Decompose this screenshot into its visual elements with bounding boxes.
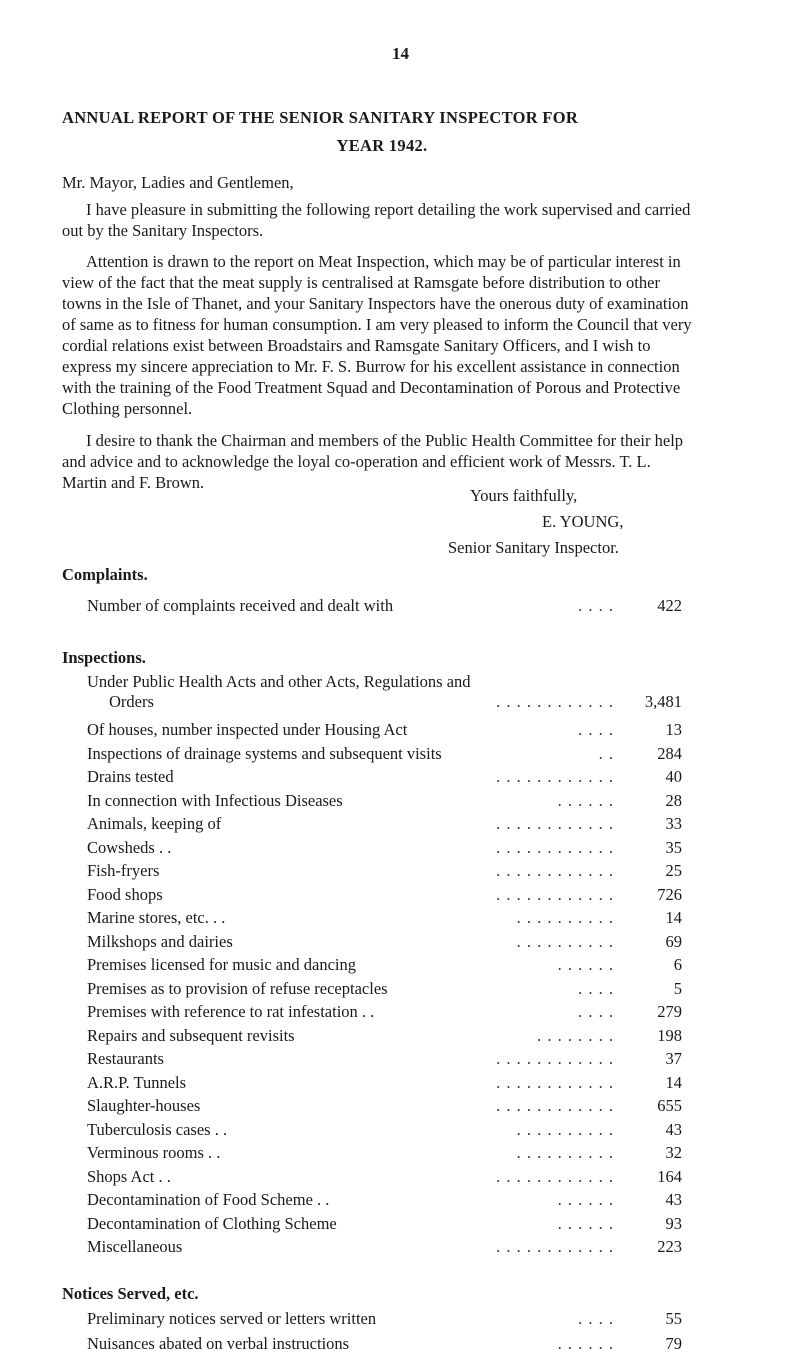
table-row — [87, 1071, 682, 1095]
row-value: 223 — [657, 1237, 682, 1256]
row-value: 25 — [665, 861, 682, 880]
row-label: Slaughter-houses — [87, 1096, 201, 1115]
table-row — [87, 859, 682, 883]
row-value: 284 — [657, 743, 682, 763]
row-leaders: . . . . . . . . . . . . — [496, 692, 614, 711]
table-row — [87, 1000, 682, 1024]
row-value: 35 — [665, 837, 682, 857]
row-value: 14 — [665, 1072, 682, 1092]
table-row — [87, 836, 682, 860]
row-label: Inspections of drainage systems and subsequent visits — [87, 743, 442, 763]
table-row — [87, 812, 682, 836]
row-value: 655 — [657, 1096, 682, 1115]
row-label: Premises licensed for music and dancing — [87, 955, 356, 974]
paragraph-intro: I have pleasure in submitting the following report detailing the work supervised and carried out by the Sanitary Inspectors. — [62, 200, 691, 240]
row-leaders: . . . . . . . . . . — [516, 931, 614, 951]
complaints-heading: Complaints. — [62, 565, 148, 584]
row-label: Cowsheds . . — [87, 837, 172, 857]
row-leaders: . . . . . . — [557, 1213, 614, 1233]
row-leaders: . . . . — [578, 720, 614, 739]
row-value: 40 — [665, 767, 682, 786]
complaints-row — [87, 594, 682, 618]
row-value: 3,481 — [644, 692, 682, 711]
row-leaders: . . . . . . . . . . . . — [496, 814, 614, 833]
row-leaders: . . . . . . . . . . . . — [496, 767, 614, 786]
table-row — [87, 1235, 682, 1259]
row-leaders: . . — [598, 743, 614, 763]
row-label: Animals, keeping of — [87, 814, 222, 833]
row-label: Number of complaints received and dealt with — [87, 596, 394, 615]
table-row — [87, 1047, 682, 1071]
row-value: 43 — [665, 1119, 682, 1139]
table-row — [87, 1212, 682, 1236]
table-row — [87, 1165, 682, 1189]
row-value: 32 — [665, 1143, 682, 1162]
row-label: Milkshops and dairies — [87, 931, 233, 951]
table-row — [87, 1307, 682, 1331]
row-label-continued: Orders — [109, 692, 154, 711]
row-leaders: . . . . — [578, 1002, 614, 1021]
row-label: Of houses, number inspected under Housing Act — [87, 720, 408, 739]
row-value: 93 — [665, 1213, 682, 1233]
signature-position: Senior Sanitary Inspector. — [448, 538, 619, 557]
report-title — [62, 104, 702, 160]
row-leaders: . . . . . . . . . . — [516, 908, 614, 927]
table-row — [87, 1141, 682, 1165]
row-value: 79 — [665, 1334, 682, 1353]
row-leaders: . . . . . . . . . . — [516, 1143, 614, 1162]
row-leaders: . . . . . . . . . . — [516, 1119, 614, 1139]
row-leaders: . . . . . . — [557, 1190, 614, 1209]
row-label: Premises as to provision of refuse receptacles — [87, 978, 388, 998]
row-value: 37 — [665, 1049, 682, 1068]
notices-heading: Notices Served, etc. — [62, 1284, 199, 1303]
signature-name: E. YOUNG, — [542, 512, 624, 531]
table-row — [87, 765, 682, 789]
row-leaders: . . . . . . . . . . . . — [496, 884, 614, 904]
table-row — [87, 1188, 682, 1212]
row-value: 43 — [665, 1190, 682, 1209]
table-row — [87, 742, 682, 766]
row-label: Repairs and subsequent revisits — [87, 1025, 295, 1045]
row-value: 164 — [657, 1166, 682, 1186]
row-leaders: . . . . . . — [557, 955, 614, 974]
row-value: 422 — [657, 596, 682, 615]
inspections-row-public-health — [87, 670, 682, 714]
table-row — [87, 1024, 682, 1048]
row-leaders: . . . . . . . . — [537, 1025, 614, 1045]
row-label: Decontamination of Food Scheme . . — [87, 1190, 330, 1209]
row-value: 5 — [673, 978, 682, 998]
row-label: Nuisances abated on verbal instructions — [87, 1334, 350, 1353]
row-label: Premises with reference to rat infestation . . — [87, 1002, 375, 1021]
row-label: Shops Act . . — [87, 1166, 171, 1186]
row-label: Tuberculosis cases . . — [87, 1119, 228, 1139]
table-row — [87, 977, 682, 1001]
row-value: 14 — [665, 908, 682, 927]
row-leaders: . . . . . . — [557, 1334, 614, 1353]
row-leaders: . . . . . . . . . . . . — [496, 1237, 614, 1256]
table-row — [87, 953, 682, 977]
row-label: Under Public Health Acts and other Acts, Regulations and — [87, 672, 471, 691]
table-row — [87, 883, 682, 907]
inspections-heading: Inspections. — [62, 648, 146, 667]
table-row — [87, 718, 682, 742]
row-leaders: . . . . . . . . . . . . — [496, 1096, 614, 1115]
row-value: 28 — [665, 790, 682, 810]
paragraph-meat-inspection: Attention is drawn to the report on Meat Inspection, which may be of particular interest in view of the fact that the meat supply is centralised at Ramsgate before distribution to other towns in the Isle of Thanet, and your Sanitary Inspectors have the onerous duty of examination of same as to fitness for human consumption. I am very pleased to inform the Council that very cordial relations exist between Broadstairs and Ramsgate Sanitary Officers, and I wish to express my sincere appreciation to Mr. F. S. Burrow for his excellent assistance in connection with the training of the Food Treatment Squad and Decontamination of Porous and Protective Clothing personnel. — [62, 252, 692, 418]
row-value: 13 — [665, 720, 682, 739]
row-label: Marine stores, etc. . . — [87, 908, 226, 927]
row-leaders: . . . . — [578, 978, 614, 998]
table-row — [87, 930, 682, 954]
report-title-line1: ANNUAL REPORT OF THE SENIOR SANITARY INSPECTOR FOR — [62, 108, 579, 127]
page-number: 14 — [392, 44, 409, 63]
row-leaders: . . . . . . . . . . . . — [496, 1049, 614, 1068]
row-label: Verminous rooms . . — [87, 1143, 221, 1162]
row-leaders: . . . . . . — [557, 790, 614, 810]
row-label: Decontamination of Clothing Scheme — [87, 1213, 337, 1233]
report-title-line2: YEAR 1942. — [336, 136, 428, 155]
table-row — [87, 1332, 682, 1356]
row-leaders: . . . . . . . . . . . . — [496, 1072, 614, 1092]
row-label: A.R.P. Tunnels — [87, 1072, 187, 1092]
row-value: 198 — [657, 1025, 682, 1045]
row-value: 69 — [665, 931, 682, 951]
row-value: 33 — [665, 814, 682, 833]
row-value: 279 — [657, 1002, 682, 1021]
salutation: Mr. Mayor, Ladies and Gentlemen, — [62, 173, 294, 192]
row-label: Drains tested — [87, 767, 174, 786]
table-row — [87, 906, 682, 930]
row-label: Preliminary notices served or letters written — [87, 1309, 377, 1328]
table-row — [87, 789, 682, 813]
row-leaders: . . . . — [578, 1309, 614, 1328]
row-leaders: . . . . . . . . . . . . — [496, 837, 614, 857]
row-leaders: . . . . . . . . . . . . — [496, 861, 614, 880]
row-label: Restaurants — [87, 1049, 164, 1068]
row-leaders: . . . . — [578, 596, 614, 615]
table-row — [87, 1094, 682, 1118]
signature-block — [448, 483, 708, 561]
row-value: 726 — [657, 884, 682, 904]
paragraph-thanks: I desire to thank the Chairman and members of the Public Health Committee for their help and advice and to acknowledge the loyal co-operation and efficient work of Messrs. T. L. Martin and F. Brown. — [62, 431, 684, 492]
table-row — [87, 1118, 682, 1142]
row-value: 55 — [665, 1309, 682, 1328]
row-label: In connection with Infectious Diseases — [87, 790, 343, 810]
row-label: Food shops — [87, 884, 163, 904]
signature-closing: Yours faithfully, — [470, 486, 578, 505]
row-label: Miscellaneous — [87, 1237, 183, 1256]
row-value: 6 — [673, 955, 682, 974]
row-leaders: . . . . . . . . . . . . — [496, 1166, 614, 1186]
row-label: Fish-fryers — [87, 861, 160, 880]
